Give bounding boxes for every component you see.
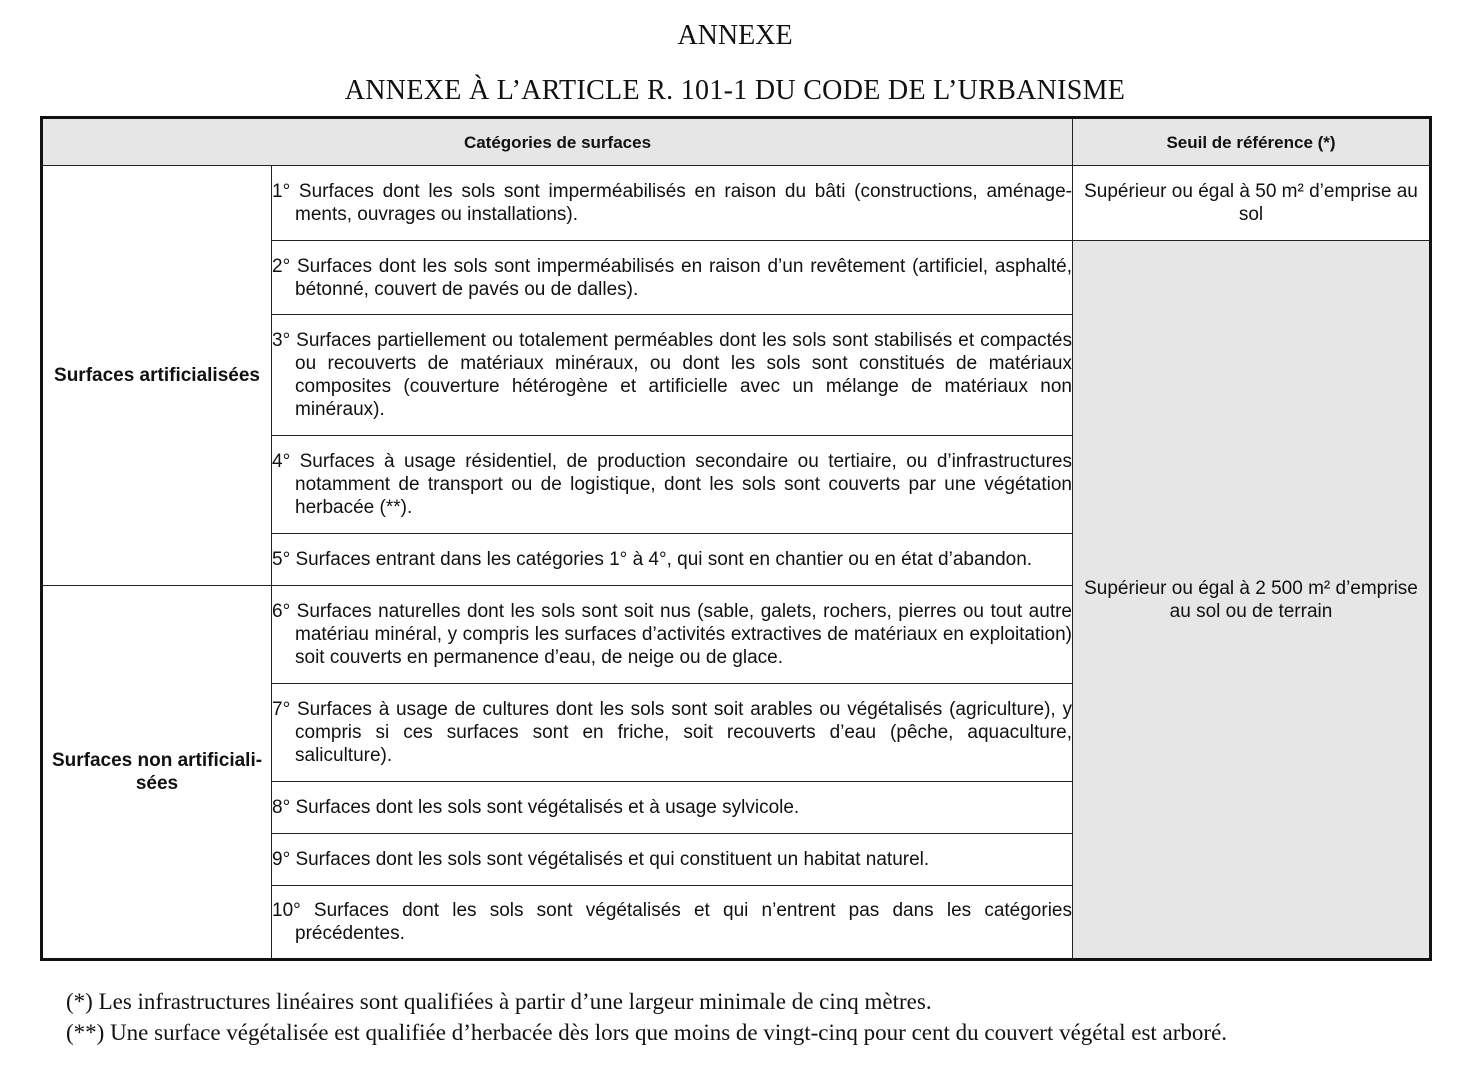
page-subtitle: ANNEXE À L’ARTICLE R. 101-1 DU CODE DE L’URBANISME	[344, 75, 1126, 106]
category-text: 5° Surfaces entrant dans les catégories 1° à 4°, qui sont en chantier ou en état d’abandon.	[272, 549, 1033, 570]
header-categories: Catégories de surfaces	[42, 118, 1073, 166]
footnotes	[66, 986, 1227, 1048]
category-8	[272, 782, 1073, 834]
category-9	[272, 834, 1073, 886]
category-text: 9° Surfaces dont les sols sont végétalisés et qui constituent un habitat naturel.	[272, 849, 930, 870]
header-threshold: Seuil de référence (*)	[1073, 118, 1431, 166]
group-artificial: Surfaces artificialisées	[42, 166, 272, 586]
category-text: 3° Surfaces partiellement ou totalement perméables dont les sols sont stabilisés et compactés ou recouverts de matériaux minéraux, ou dont les sols sont constitués de matériaux composites (couverture hétérogène et artificielle avec un mélange de matériaux non minéraux).	[272, 330, 1072, 420]
category-text: 7° Surfaces à usage de cultures dont les sols sont soit arables ou végétalisés (agriculture), y compris si ces surfaces sont en friche, soit recouverts d’eau (pêche, aquaculture, saliculture).	[272, 699, 1072, 766]
footnote-1: (*) Les infrastructures linéaires sont qualifiées à partir d’une largeur minimale de cinq mètres.	[66, 989, 932, 1014]
category-10	[272, 886, 1073, 960]
category-text: 6° Surfaces naturelles dont les sols sont soit nus (sable, galets, rochers, pierres ou tout autre matériau minéral, y compris les surfaces d’activités extractives de matériaux en exploitation) soit couverts en permanence d’eau, de neige ou de glace.	[272, 601, 1072, 668]
category-2	[272, 241, 1073, 315]
category-4	[272, 436, 1073, 534]
footnote-2: (**) Une surface végétalisée est qualifiée d’herbacée dès lors que moins de vingt-cinq pour cent du couvert végétal est arboré.	[66, 1020, 1228, 1045]
category-1	[272, 166, 1073, 241]
threshold-other: Supérieur ou égal à 2 500 m² d’emprise au sol ou de terrain	[1073, 241, 1431, 960]
annex-table	[40, 116, 1432, 961]
table-row	[42, 166, 1431, 241]
category-text: 2° Surfaces dont les sols sont imperméabilisés en raison d’un revêtement (artificiel, asphalté, bétonné, couvert de pavés ou de dalles).	[272, 255, 1072, 300]
category-3	[272, 315, 1073, 436]
page-title: ANNEXE	[677, 20, 793, 51]
category-6	[272, 586, 1073, 684]
category-text: 8° Surfaces dont les sols sont végétalisés et à usage sylvicole.	[272, 797, 800, 818]
table-header-row	[42, 118, 1431, 166]
group-non-artificial: Surfaces non artificiali-sées	[42, 586, 272, 960]
category-text: 1° Surfaces dont les sols sont imperméabilisés en raison du bâti (constructions, aménage-ments, ouvrages ou installations).	[272, 181, 1072, 225]
category-text: 10° Surfaces dont les sols sont végétalisés et qui n’entrent pas dans les catégories précédentes.	[272, 900, 1072, 944]
category-7	[272, 684, 1073, 782]
category-text: 4° Surfaces à usage résidentiel, de production secondaire ou tertiaire, ou d’infrastructures notamment de transport ou de logistique, dont les sols sont couverts par une végétation herbacée (**).	[272, 451, 1072, 518]
threshold-built: Supérieur ou égal à 50 m² d’emprise au sol	[1073, 166, 1431, 241]
category-5	[272, 534, 1073, 586]
